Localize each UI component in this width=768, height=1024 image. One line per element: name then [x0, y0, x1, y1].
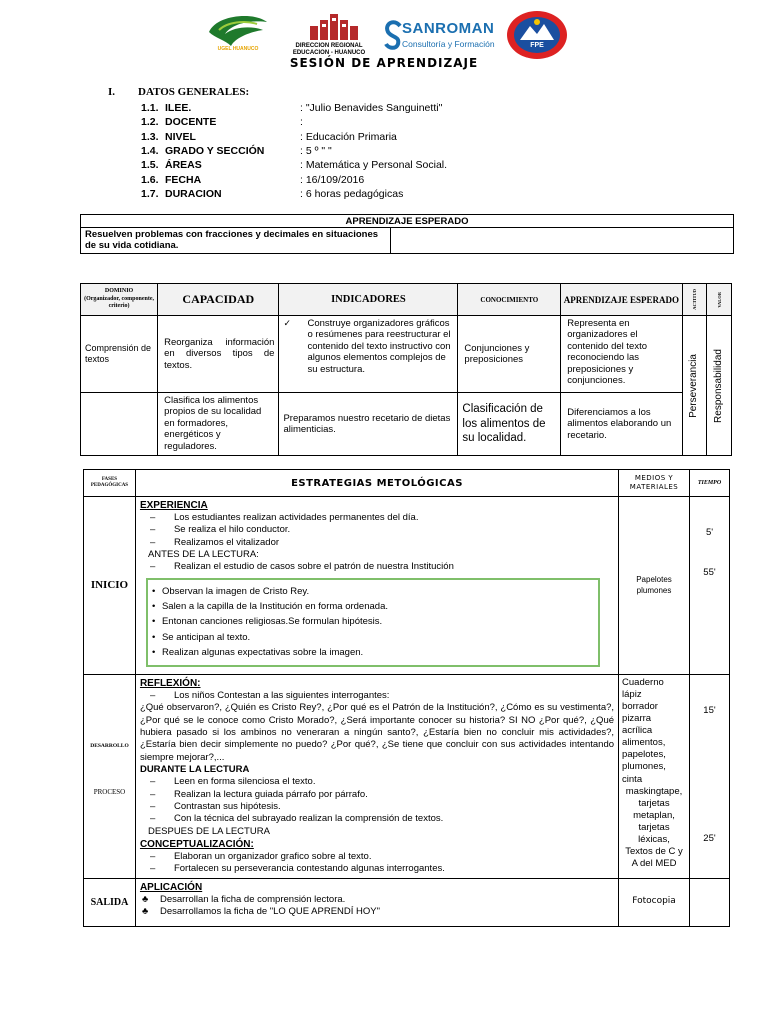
medio-item: pizarra [622, 713, 652, 725]
tiempo-55: 55' [703, 567, 716, 579]
reflexion-heading: REFLEXIÓN: [139, 678, 201, 689]
salida-item: ♣ Desarrollan la ficha de comprensión lectora. [140, 894, 614, 906]
inicio-medios: Papelotes plumones [619, 497, 690, 675]
datos-heading [108, 86, 249, 98]
datos-row [141, 131, 315, 143]
medio-item: Cuaderno [622, 677, 664, 688]
datos-row-value: : Educación Primaria [300, 130, 397, 143]
row2-indicador: Preparamos nuestro recetario de dietas alimenticias. [279, 393, 458, 456]
durante-heading: DURANTE LA LECTURA [139, 764, 250, 776]
ugel-logo [205, 12, 271, 56]
datos-row-label: ÁREAS [165, 159, 202, 172]
box-item: • Entonan canciones religiosas.Se formulan hipótesis. [152, 616, 594, 628]
actitud-cell [682, 316, 707, 456]
datos-row-num: 1.1. [141, 102, 159, 114]
inicio-item: – Realizamos el vitalizador [140, 537, 614, 549]
row1-dominio: Comprensión de textos [81, 316, 158, 393]
row1-indicador [279, 316, 458, 393]
experiencia-heading: EXPERIENCIA [139, 500, 208, 511]
fase-salida: SALIDA [84, 878, 136, 926]
th-aprendizaje: APRENDIZAJE ESPERADO [561, 284, 682, 316]
inicio-tiempo [690, 497, 730, 675]
medios-list [622, 677, 686, 870]
tiempo-5: 5' [705, 527, 714, 538]
datos-row [141, 174, 315, 186]
logo-bar [0, 8, 768, 60]
row1-capacidad: Reorganiza información en diversos tipos de textos. [158, 316, 279, 393]
datos-row [141, 102, 315, 114]
desarrollo-content [135, 675, 618, 879]
th-dominio-sub: (Organizador, componente, criterio) [84, 295, 155, 310]
medio-item: tarjetas [638, 821, 670, 833]
reflexion-item: – Los niños Contestan a las siguientes interrogantes: [140, 690, 614, 702]
aprendizaje-table [80, 214, 734, 254]
datos-row-label: GRADO Y SECCIÓN [165, 144, 265, 157]
fase-proceso-label: PROCESO [93, 788, 126, 797]
medio-item: tarjetas [638, 797, 670, 809]
sanroman-name: SANROMAN [402, 20, 495, 37]
salida-medios: Fotocopia [619, 878, 690, 926]
th-estrategias: ESTRATEGIAS METOLÓGICAS [135, 470, 618, 497]
capacidades-table [80, 283, 732, 456]
datos-row [141, 145, 315, 157]
th-conocimiento: CONOCIMIENTO [458, 284, 561, 316]
ugel-logo-text: UGEL HUANUCO [217, 46, 259, 52]
th-valor-text: VALOR [716, 291, 722, 308]
inicio-green-box [146, 578, 600, 668]
datos-row-num: 1.3. [141, 130, 159, 143]
datos-heading-text: DATOS GENERALES: [138, 86, 250, 98]
dre-logo [280, 12, 378, 60]
fase-desarrollo [84, 675, 136, 879]
th-dominio [81, 284, 158, 316]
valor-cell [707, 316, 732, 456]
medio-item: maskingtape, [625, 785, 683, 797]
datos-row-value: : Matemática y Personal Social. [300, 159, 448, 172]
th-indicadores: INDICADORES [279, 284, 458, 316]
th-medios: MEDIOS Y MATERIALES [619, 470, 690, 497]
dre-logo-text-2: EDUCACION - HUANUCO [292, 49, 366, 56]
row1-aprendizaje: Representa en organizadores el contenido del texto reconociendo las preposiciones y conjunciones. [561, 316, 682, 393]
inicio-item: – Se realiza el hilo conductor. [140, 524, 614, 536]
medio-item: Textos de C y [625, 845, 683, 857]
dre-logo-text-1: DIRECCION REGIONAL [295, 43, 363, 49]
medio-item: metaplan, [633, 809, 675, 821]
datos-row-label: NIVEL [165, 130, 196, 143]
actitud-text: Perseverancia [688, 353, 700, 418]
concept-item: – Elaboran un organizador grafico sobre al texto. [140, 851, 614, 863]
page-title: SESIÓN DE APRENDIZAJE [289, 56, 479, 70]
fase-desarrollo-label: DESARROLLO [90, 743, 129, 750]
datos-row-label: FECHA [165, 173, 202, 186]
medio-item: alimentos, [622, 737, 666, 749]
row2-conocimiento: Clasificación de los alimentos de su localidad. [458, 393, 561, 456]
sanroman-sub: Consultoría y Formación [402, 39, 495, 49]
salida-content [135, 878, 618, 926]
durante-item: – Contrastan sus hipótesis. [140, 801, 614, 813]
preguntas: ¿Qué observaron?, ¿Quién es Cristo Rey?, ¿Por qué es el Patrón de la Institución?, ¿Cómo es su vestimenta?, ¿Por qué se le conoce como Cristo Morado?, ¿Será importante conocer su historia? SI NO ¿Por qué?, ¿Qué hubiera pasado si los ambinos no veneraran a ningún santo?, ¿Estaría bien no concluir mis actividades?, ¿Estaría bien decir simplemente no puedo? ¿Por qué?, ¿Se tiene que concluir con sus actividades intentando siempre mejorar?,... [139, 702, 615, 763]
medio-item: plumones, [622, 761, 666, 773]
datos-roman: I. [108, 86, 116, 98]
medio-item: borrador [622, 701, 658, 713]
th-valor [707, 284, 732, 316]
datos-generales [108, 86, 249, 98]
aprendizaje-header: APRENDIZAJE ESPERADO [81, 215, 734, 228]
aplicacion-heading: APLICACIÓN [139, 881, 203, 893]
row2-capacidad: Clasifica los alimentos propios de su localidad en formadores, energéticos y reguladores. [158, 393, 279, 456]
aprendizaje-empty [391, 228, 734, 254]
th-tiempo: TIEMPO [690, 470, 730, 497]
salida-tiempo [690, 878, 730, 926]
concept-item: – Fortalecen su perseverancia contestando algunas interrogantes. [140, 863, 614, 875]
medio-item: A del MED [631, 857, 677, 869]
datos-row-label: ILEE. [165, 102, 192, 114]
desarrollo-tiempo [690, 675, 730, 879]
datos-row-label: DURACION [165, 187, 222, 200]
datos-row-value: : "Julio Benavides Sanguinetti" [300, 102, 443, 114]
datos-row-num: 1.2. [141, 116, 159, 129]
salida-item: ♣ Desarrollamos la ficha de "LO QUE APRENDÍ HOY" [140, 906, 614, 918]
fase-inicio: INICIO [84, 497, 136, 675]
th-fases: FASES PEDAGÓGICAS [84, 470, 136, 497]
row2-dominio [81, 393, 158, 456]
fpe-logo [506, 10, 568, 60]
sanroman-logo [384, 18, 504, 54]
datos-row-num: 1.5. [141, 159, 159, 172]
row1-indicador-text: Construye organizadores gráficos o resúmenes para reestructurar el contenido del texto instructivo con algunos elementos complejos de su estructura. [307, 318, 451, 375]
th-actitud [682, 284, 707, 316]
box-item: • Realizan algunas expectativas sobre la imagen. [152, 647, 594, 659]
inicio-item: – Los estudiantes realizan actividades permanentes del día. [140, 512, 614, 524]
fpe-logo-text: FPE [530, 42, 544, 49]
box-item: • Observan la imagen de Cristo Rey. [152, 586, 594, 598]
datos-row-num: 1.7. [141, 187, 159, 200]
datos-row [141, 188, 315, 200]
medio-item: papelotes, [622, 749, 666, 761]
datos-row-num: 1.4. [141, 144, 159, 157]
inicio-content [135, 497, 618, 675]
row2-aprendizaje: Diferenciamos a los alimentos elaborando un recetario. [561, 393, 682, 456]
datos-row [141, 159, 315, 171]
medio-item: acrílica [622, 725, 653, 737]
despues-lectura: DESPUES DE LA LECTURA [147, 825, 270, 837]
durante-item: – Realizan la lectura guiada párrafo por párrafo. [140, 789, 614, 801]
tiempo-25: 25' [703, 833, 716, 845]
antes-lectura: ANTES DE LA LECTURA: [147, 549, 259, 561]
th-dominio-text: DOMINIO [104, 287, 134, 294]
box-item: • Se anticipan al texto. [152, 632, 594, 644]
durante-item: – Con la técnica del subrayado realizan la comprensión de textos. [140, 813, 614, 825]
datos-row-label: DOCENTE [165, 116, 217, 129]
medio-item: lápiz [622, 689, 642, 701]
datos-row-value: : 16/109/2016 [300, 173, 365, 186]
conceptualizacion-heading: CONCEPTUALIZACIÓN: [139, 839, 254, 851]
th-actitud-text: ACTITUD [691, 289, 697, 310]
medio-item: léxicas, [638, 833, 670, 845]
datos-row-value: : 6 horas pedagógicas [300, 187, 404, 200]
durante-item: – Leen en forma silenciosa el texto. [140, 776, 614, 788]
datos-row-num: 1.6. [141, 173, 159, 186]
datos-row-value: : 5 º " " [300, 144, 332, 157]
datos-row [141, 116, 315, 128]
antes-item: – Realizan el estudio de casos sobre el patrón de nuestra Institución [140, 561, 614, 573]
tiempo-15: 15' [703, 705, 716, 716]
desarrollo-medios [619, 675, 690, 879]
row1-conocimiento: Conjunciones y preposiciones [458, 316, 561, 393]
check-icon: ✓ [283, 318, 292, 328]
th-capacidad: CAPACIDAD [158, 284, 279, 316]
box-item: • Salen a la capilla de la Institución en forma ordenada. [152, 601, 594, 613]
aprendizaje-text: Resuelven problemas con fracciones y decimales en situaciones de su vida cotidiana. [81, 228, 391, 254]
estrategias-table [83, 469, 730, 927]
valor-text: Responsabilidad [713, 348, 725, 423]
medio-item: cinta [622, 773, 643, 785]
datos-row-value: : [300, 116, 303, 129]
